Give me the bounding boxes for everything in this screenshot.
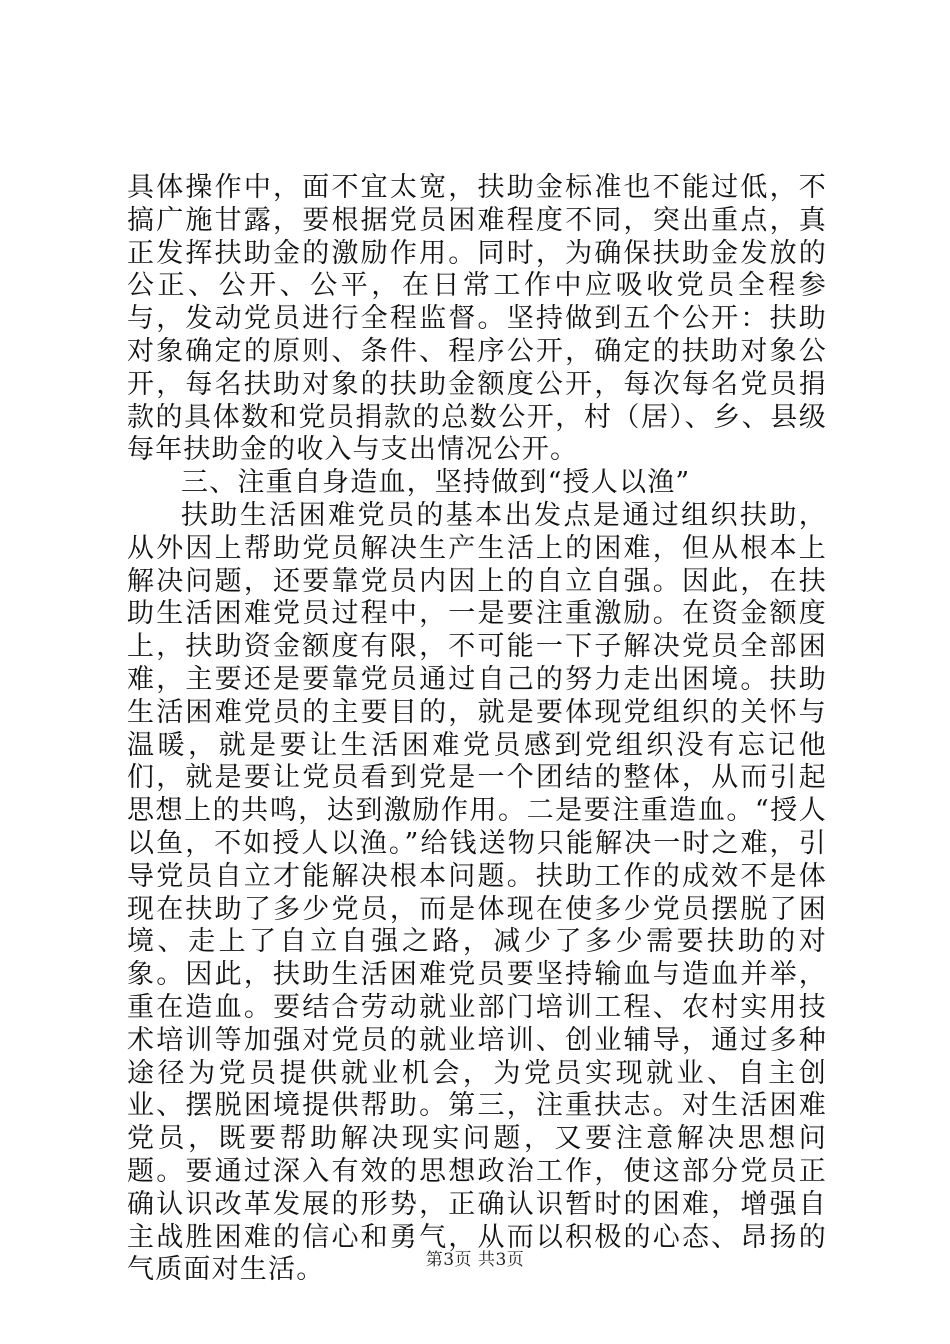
page-number-footer: 第3页 共3页 [425, 1250, 525, 1270]
section-heading-three: 三、注重自身造血，坚持做到“授人以渔” [181, 467, 691, 499]
document-body [127, 172, 827, 1287]
paragraph-five-disclosures: 具体操作中，面不宜太宽，扶助金标准也不能过低，不搞广施甘露，要根据党员困难程度不同，突出重点，真正发挥扶助金的激励作用。同时，为确保扶助金发放的公正、公开、公平，在日常工作中应吸收党员全程参与，发动党员进行全程监督。坚持做到五个公开：扶助对象确定的原则、条件、程序公开，确定的扶助对象公开，每名扶助对象的扶助金额度公开，每次每名党员捐款的具体数和党员捐款的总数公开，村（居）、乡、县级每年扶助金的收入与支出情况公开。 [127, 172, 827, 466]
paragraph-self-reliance: 扶助生活困难党员的基本出发点是通过组织扶助，从外因上帮助党员解决生产生活上的困难，但从根本上解决问题，还要靠党员内因上的自立自强。因此，在扶助生活困难党员过程中，一是要注重激励。在资金额度上，扶助资金额度有限，不可能一下子解决党员全部困难，主要还是要靠党员通过自己的努力走出困境。扶助生活困难党员的主要目的，就是要体现党组织的关怀与温暖，就是要让生活困难党员感到党组织没有忘记他们，就是要让党员看到党是一个团结的整体，从而引起思想上的共鸣，达到激励作用。二是要注重造血。“授人以鱼，不如授人以渔。”给钱送物只能解决一时之难，引导党员自立才能解决根本问题。扶助工作的成效不是体现在扶助了多少党员，而是体现在使多少党员摆脱了困境、走上了自立自强之路，减少了多少需要扶助的对象。因此，扶助生活困难党员要坚持输血与造血并举，重在造血。要结合劳动就业部门培训工程、农村实用技术培训等加强对党员的就业培训、创业辅导，通过多种途径为党员提供就业机会，为党员实现就业、自主创业、摆脱困境提供帮助。第三，注重扶志。对生活困难党员，既要帮助解决现实问题，又要注意解决思想问题。要通过深入有效的思想政治工作，使这部分党员正确认识改革发展的形势，正确认识暂时的困难，增强自主战胜困难的信心和勇气，从而以积极的心态、昂扬的气质面对生活。 [127, 499, 827, 1286]
